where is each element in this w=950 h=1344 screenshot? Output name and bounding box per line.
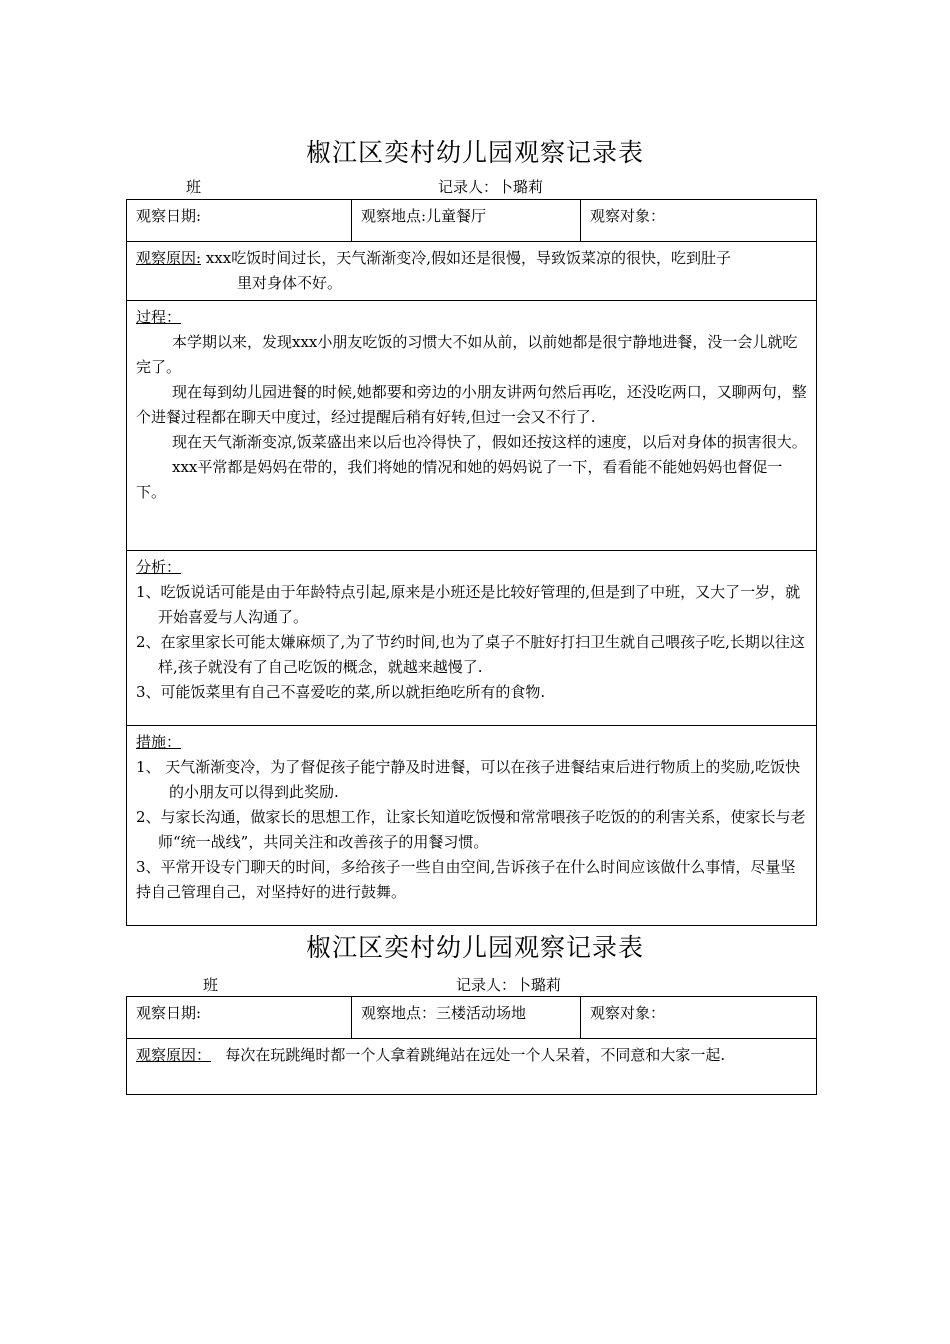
record1-location-label: 观察地点:儿童餐厅 (361, 207, 487, 225)
record1-date-cell (127, 200, 352, 242)
record1-measures-item: 2、与家长沟通，做家长的思想工作，让家长知道吃饭慢和常常喂孩子吃饭的的利害关系，使家长与老师“统一战线”，共同关注和改善孩子的用餐习惯。 (136, 808, 806, 851)
record1-reason-line1: xxx吃饭时间过长，天气渐渐变冷,假如还是很慢，导致饭菜凉的很快，吃到肚子 (201, 249, 731, 267)
record2-reason-cell (127, 1039, 817, 1095)
record1-date-label: 观察日期: (136, 207, 202, 225)
record1-process-label: 过程： (136, 308, 182, 326)
record1-title: 椒江区奕村幼儿园观察记录表 (305, 138, 644, 167)
record1-analysis-item: 3、可能饭菜里有自己不喜爱吃的菜,所以就拒绝吃所有的食物. (136, 683, 546, 701)
record2-location-cell (352, 997, 581, 1039)
record2-reason-text: 每次在玩跳绳时都一个人拿着跳绳站在远处一个人呆着，不同意和大家一起. (211, 1046, 726, 1064)
record1-analysis-item: 2、在家里家长可能太嫌麻烦了,为了节约时间,也为了桌子不脏好打扫卫生就自己喂孩子吃,长期以往这样,孩子就没有了自己吃饭的概念，就越来越慢了. (136, 633, 805, 676)
record1-class-label: 班 (186, 178, 202, 196)
record1-measures-item: 3、平常开设专门聊天的时间，多给孩子一些自由空间,告诉孩子在什么时间应该做什么事情，尽量坚持自己管理自己，对坚持好的进行鼓舞。 (136, 858, 796, 901)
record2-location-label: 观察地点：三楼活动场地 (361, 1004, 527, 1022)
record1-target-label: 观察对象： (590, 207, 666, 225)
record2-target-label: 观察对象： (590, 1004, 666, 1022)
record2-class-label: 班 (203, 976, 219, 994)
record1-process-paragraph: xxx平常都是妈妈在带的，我们将她的情况和她的妈妈说了一下，看看能不能她妈妈也督促一下。 (136, 458, 783, 501)
record2-date-cell (127, 997, 352, 1039)
record1-reason-line2: 里对身体不好。 (237, 274, 343, 292)
record1-recorder: 记录人：卜璐莉 (438, 178, 544, 196)
record1-table (126, 199, 817, 926)
record2-title: 椒江区奕村幼儿园观察记录表 (305, 933, 644, 962)
record1-analysis-label: 分析： (136, 558, 182, 576)
record2-reason-label: 观察原因： (136, 1046, 212, 1064)
record1-process-paragraph: 现在每到幼儿园进餐的时候,她都要和旁边的小朋友讲两句然后再吃，还没吃两口，又聊两句，整个进餐过程都在聊天中度过，经过提醒后稍有好转,但过一会又不行了. (136, 383, 807, 426)
record2-target-cell (581, 997, 817, 1039)
record1-measures-cell (127, 726, 817, 926)
record1-process-cell (127, 301, 817, 551)
record1-measures-label: 措施： (136, 733, 182, 751)
record2-recorder: 记录人：卜璐莉 (456, 976, 562, 994)
record1-reason-label: 观察原因: (136, 249, 202, 267)
record1-process-paragraph: 本学期以来，发现xxx小朋友吃饭的习惯大不如从前，以前她都是很宁静地进餐，没一会儿就吃完了。 (136, 333, 798, 376)
record1-reason-cell (127, 242, 817, 301)
record1-analysis-item: 1、吃饭说话可能是由于年龄特点引起,原来是小班还是比较好管理的,但是到了中班，又大了一岁，就开始喜爱与人沟通了。 (136, 583, 801, 626)
record2-date-label: 观察日期: (136, 1004, 202, 1022)
record1-location-cell (352, 200, 581, 242)
record1-target-cell (581, 200, 817, 242)
record2-table (126, 996, 817, 1095)
record1-process-paragraph: 现在天气渐渐变凉,饭菜盛出来以后也冷得快了，假如还按这样的速度，以后对身体的损害很大。 (172, 433, 807, 451)
record1-measures-item: 1、 天气渐渐变冷，为了督促孩子能宁静及时进餐，可以在孩子进餐结束后进行物质上的奖励,吃饭快的小朋友可以得到此奖励. (136, 758, 801, 801)
record1-analysis-cell (127, 551, 817, 726)
